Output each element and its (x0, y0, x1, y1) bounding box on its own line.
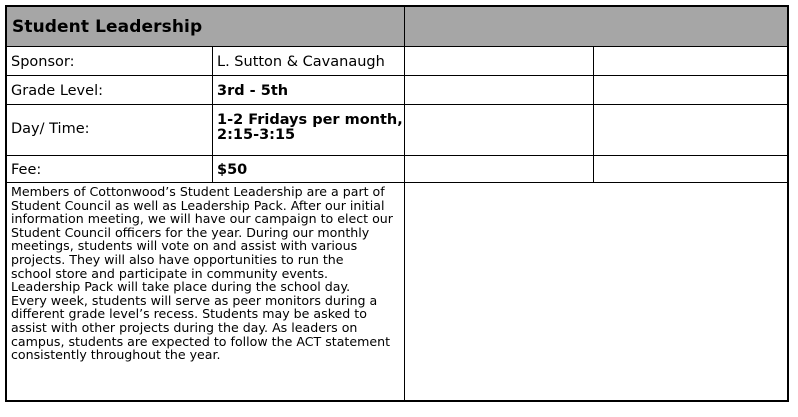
sponsor-label: Sponsor: (11, 54, 75, 70)
sponsor-value-cell (212, 46, 405, 76)
grade-label-cell (5, 75, 213, 105)
fee-label-cell (5, 155, 213, 183)
description-line: Student Council as well as Leadership Pack. After our initial (11, 197, 385, 213)
daytime-value (217, 113, 403, 143)
fee-value: $50 (217, 162, 248, 178)
activity-title: Student Leadership (12, 17, 203, 37)
daytime-label: Day/ Time: (11, 121, 90, 137)
daytime-value-line-1: 1-2 Fridays per month, (217, 112, 403, 128)
grade-value: 3rd - 5th (217, 83, 289, 99)
fee-blank-cell-1 (404, 155, 594, 183)
grade-blank-cell-2 (593, 75, 789, 105)
daytime-blank-cell-1 (404, 104, 594, 156)
sponsor-blank-cell-1 (404, 46, 594, 76)
description-line: projects. They will also have opportunities to run the (11, 251, 344, 267)
description-line: assist with other projects during the day. As leaders on (11, 319, 358, 335)
daytime-blank-cell-2 (593, 104, 789, 156)
description-line: meetings, students will vote on and assist with various (11, 238, 358, 254)
description-line: Every week, students will serve as peer monitors during a (11, 292, 378, 308)
grade-blank-cell-1 (404, 75, 594, 105)
daytime-value-line-2: 2:15-3:15 (217, 127, 296, 143)
grade-label: Grade Level: (11, 83, 103, 99)
header-blank-cell (404, 5, 789, 47)
header-title-cell (5, 5, 405, 47)
description-line: campus, students are expected to follow the ACT statement (11, 333, 391, 349)
description-line: information meeting, we will have our campaign to elect our (11, 211, 393, 227)
description-line: different grade level’s recess. Students may be asked to (11, 306, 367, 322)
sponsor-value: L. Sutton & Cavanaugh (217, 54, 385, 70)
description-line: Members of Cottonwood’s Student Leadership are a part of (11, 184, 385, 199)
description-line: Leadership Pack will take place during the school day. (11, 279, 351, 295)
fee-blank-cell-2 (593, 155, 789, 183)
description-cell (5, 182, 405, 402)
description-text (11, 185, 403, 362)
fee-label: Fee: (11, 162, 42, 178)
daytime-label-cell (5, 104, 213, 156)
sponsor-label-cell (5, 46, 213, 76)
daytime-value-cell (212, 104, 405, 156)
fee-value-cell (212, 155, 405, 183)
sponsor-blank-cell-2 (593, 46, 789, 76)
grade-value-cell (212, 75, 405, 105)
description-line: Student Council officers for the year. During our monthly (11, 224, 370, 240)
description-line: consistently throughout the year. (11, 347, 221, 363)
description-blank-cell (404, 182, 789, 402)
description-line: school store and participate in community events. (11, 265, 329, 281)
